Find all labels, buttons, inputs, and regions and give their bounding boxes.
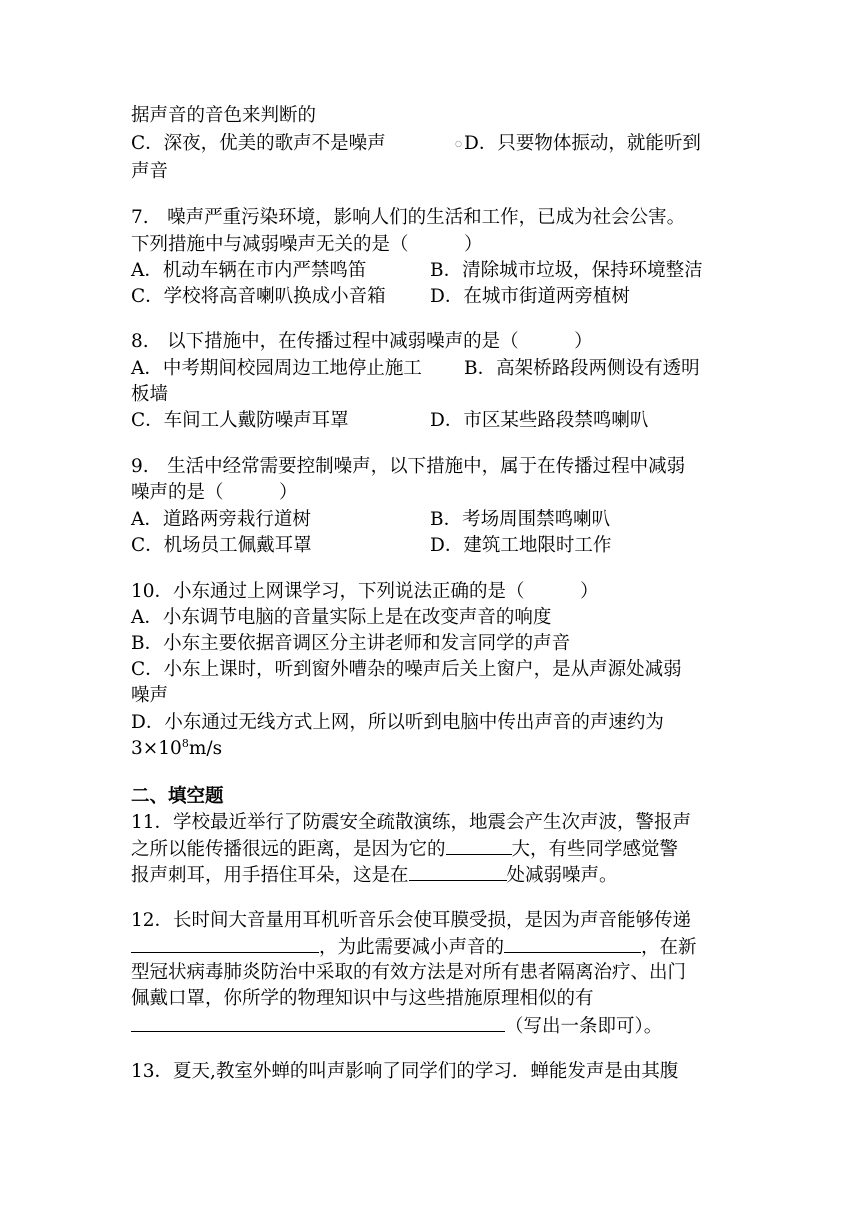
- q7-option-c: C．学校将高音喇叭换成小音箱: [131, 286, 386, 307]
- q9-option-a: A．道路两旁栽行道树: [131, 509, 311, 530]
- option-c: C．深夜，优美的歌声不是噪声: [131, 133, 386, 154]
- q12-line3: 型冠状病毒肺炎防治中采取的有效方法是对所有患者隔离治疗、出门: [131, 962, 687, 983]
- q9-option-d: D．建筑工地限时工作: [430, 535, 612, 556]
- q8-stem: 8. 以下措施中，在传播过程中减弱噪声的是（ ）: [131, 331, 593, 352]
- answer-blank-5[interactable]: [131, 1013, 505, 1032]
- q9-option-c: C．机场员工佩戴耳罩: [131, 535, 312, 556]
- answer-blank-4[interactable]: [504, 934, 641, 953]
- q10-option-c-continued: 噪声: [131, 685, 169, 706]
- q12-line2-text-a: ，为此需要减小声音的: [319, 937, 505, 958]
- q10-option-b: B．小东主要依据音调区分主讲老师和发言同学的声音: [131, 633, 571, 654]
- intro-line: 据声音的音色来判断的: [131, 105, 317, 126]
- q8-option-d: D．市区某些路段禁鸣喇叭: [430, 410, 649, 431]
- option-d: D．只要物体振动，就能听到: [464, 133, 701, 154]
- q7-option-d: D．在城市街道两旁植树: [430, 286, 630, 307]
- answer-blank-1[interactable]: [446, 836, 512, 855]
- q11-line1: 11．学校最近举行了防震安全疏散演练，地震会产生次声波，警报声: [131, 812, 692, 833]
- q11-line2-text-b: 大，有些同学感觉警: [511, 839, 679, 860]
- q12-line5: [131, 1013, 662, 1040]
- speed-unit: m/s: [188, 738, 223, 759]
- q11-line3-text-a: 报声刺耳，用手捂住耳朵，这是在: [131, 865, 409, 886]
- speed-exponent: 8: [181, 737, 189, 750]
- q9-option-b: B．考场周围禁鸣喇叭: [430, 509, 611, 530]
- option-d-continued: 声音: [131, 161, 169, 182]
- q8-option-b: B．高架桥路段两侧设有透明: [464, 358, 700, 379]
- q12-line4: 佩戴口罩，你所学的物理知识中与这些措施原理相似的有: [131, 988, 594, 1009]
- q12-line2-text-b: ，在新: [641, 937, 697, 958]
- q7-stem-line1: 7. 噪声严重污染环境，影响人们的生活和工作，已成为社会公害。: [131, 207, 686, 228]
- q10-option-d-continued: [131, 736, 222, 762]
- q10-option-a: A．小东调节电脑的音量实际上是在改变声音的响度: [131, 607, 552, 628]
- speed-base: 3×10: [131, 738, 182, 759]
- q11-line2: [131, 836, 678, 863]
- q10-option-c: C．小东上课时，听到窗外嘈杂的噪声后关上窗户，是从声源处减弱: [131, 659, 682, 680]
- q7-option-b: B．清除城市垃圾，保持环境整洁: [430, 260, 703, 281]
- q11-line3-text-b: 处减弱噪声。: [506, 865, 618, 886]
- q9-stem-line1: 9. 生活中经常需要控制噪声，以下措施中，属于在传播过程中减弱: [131, 456, 686, 477]
- q7-stem-line2: 下列措施中与减弱噪声无关的是（ ）: [131, 234, 483, 255]
- q9-stem-line2: 噪声的是（ ）: [131, 482, 298, 503]
- separator-dot: ○: [455, 139, 462, 148]
- q12-line2: [131, 934, 697, 961]
- q10-stem: 10．小东通过上网课学习，下列说法正确的是（ ）: [131, 581, 599, 602]
- q8-option-c: C．车间工人戴防噪声耳罩: [131, 410, 349, 431]
- q11-line3: [131, 862, 618, 889]
- answer-blank-3[interactable]: [131, 934, 319, 953]
- q13-line1: 13．夏天,教室外蝉的叫声影响了同学们的学习．蝉能发声是由其腹: [131, 1061, 679, 1082]
- section-title: 二、填空题: [131, 786, 224, 807]
- q10-option-d: D．小东通过无线方式上网，所以听到电脑中传出声音的声速约为: [131, 712, 664, 733]
- q7-option-a: A．机动车辆在市内严禁鸣笛: [131, 260, 367, 281]
- q12-line5-text: （写出一条即可）。: [505, 1016, 663, 1037]
- q8-option-b-continued: 板墙: [131, 384, 169, 405]
- q12-line1: 12．长时间大音量用耳机听音乐会使耳膜受损，是因为声音能够传递: [131, 910, 692, 931]
- answer-blank-2[interactable]: [409, 862, 507, 881]
- q11-line2-text-a: 之所以能传播很远的距离，是因为它的: [131, 839, 446, 860]
- q8-option-a: A．中考期间校园周边工地停止施工: [131, 358, 422, 379]
